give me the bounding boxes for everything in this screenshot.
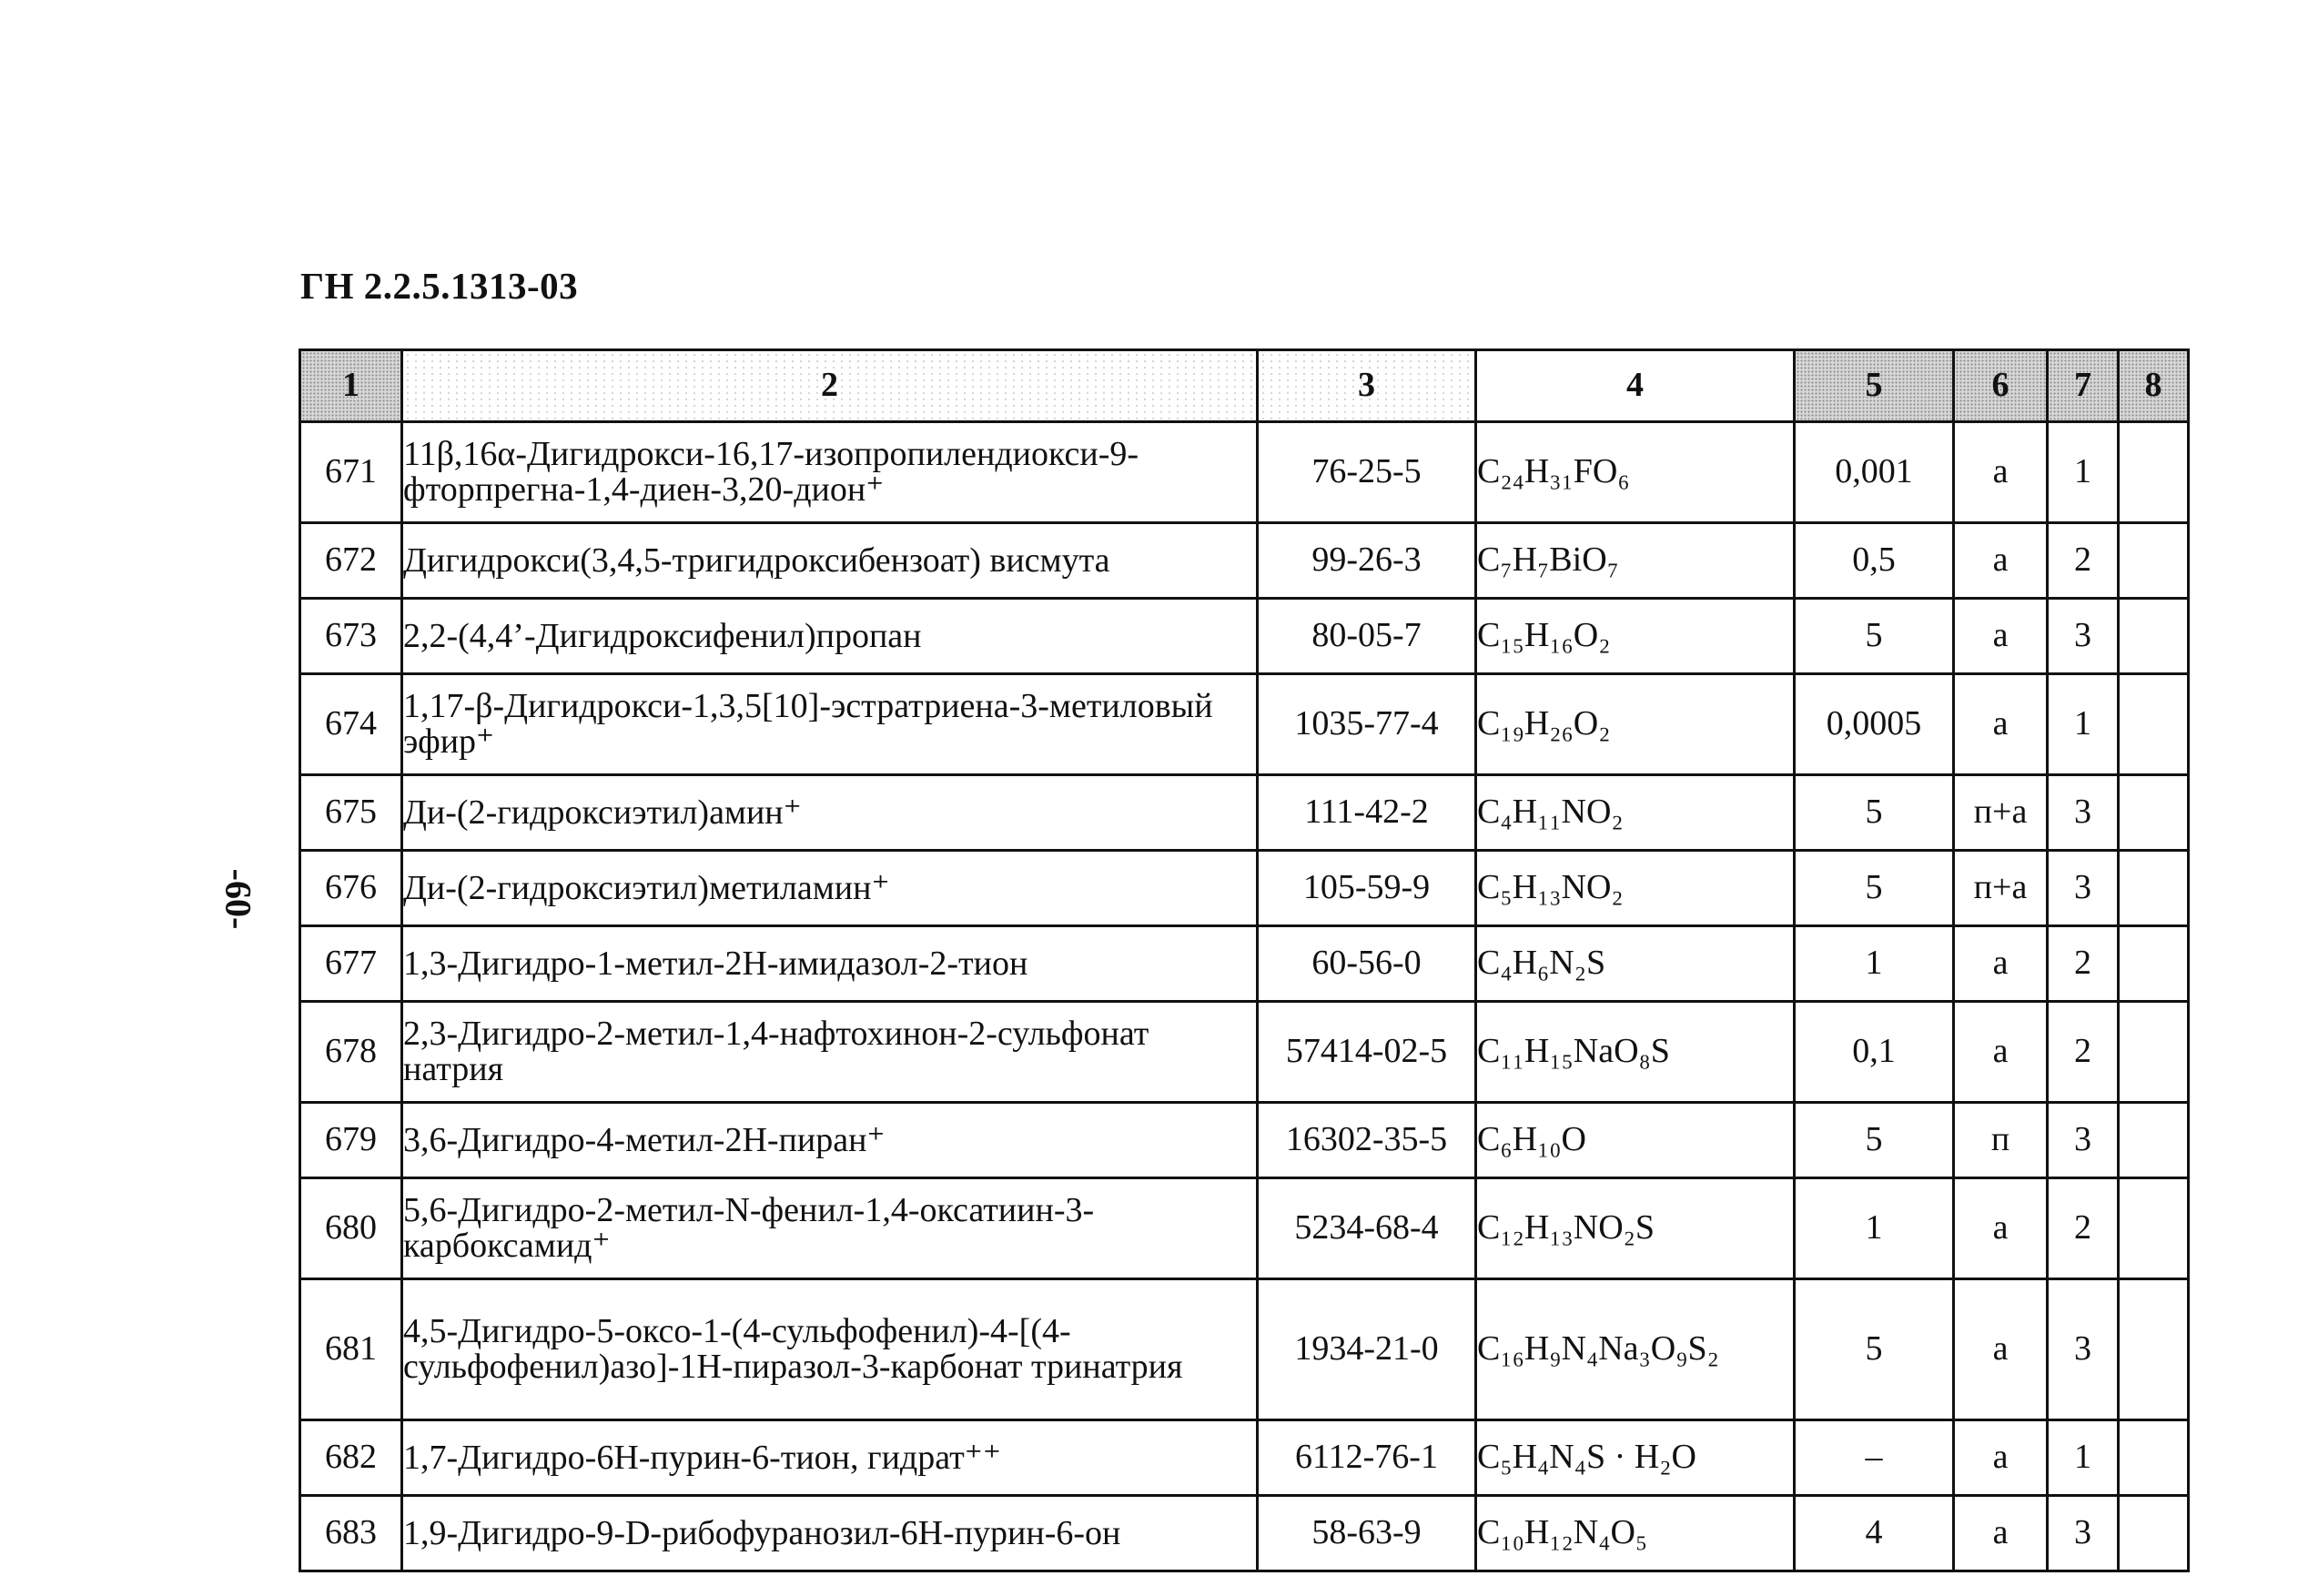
column-header-1: 1: [300, 350, 402, 422]
row-number: 680: [300, 1178, 402, 1279]
aggregate-state: а: [1954, 674, 2048, 775]
row-number: 673: [300, 599, 402, 674]
cas-number: 6112-76-1: [1258, 1420, 1476, 1496]
column-8-cell: [2119, 1178, 2189, 1279]
column-8-cell: [2119, 851, 2189, 926]
cas-number: 57414-02-5: [1258, 1002, 1476, 1103]
table-row: [300, 851, 2189, 926]
table-row: [300, 674, 2189, 775]
hazard-class: 3: [2048, 775, 2119, 851]
limit-value: 1: [1795, 926, 1954, 1002]
column-header-5: 5: [1795, 350, 1954, 422]
row-number: 682: [300, 1420, 402, 1496]
column-8-cell: [2119, 422, 2189, 523]
aggregate-state: а: [1954, 1178, 2048, 1279]
aggregate-state: а: [1954, 599, 2048, 674]
row-number: 681: [300, 1279, 402, 1420]
chemical-formula: C₁₀H₁₂N₄O₅: [1476, 1496, 1795, 1571]
limit-value: 1: [1795, 1178, 1954, 1279]
column-8-cell: [2119, 1420, 2189, 1496]
column-header-8: 8: [2119, 350, 2189, 422]
limit-value: 5: [1795, 851, 1954, 926]
column-8-cell: [2119, 674, 2189, 775]
row-number: 676: [300, 851, 402, 926]
hazard-class: 2: [2048, 1002, 2119, 1103]
chemical-formula: C₄H₁₁NO₂: [1476, 775, 1795, 851]
substance-name: 4,5-Дигидро-5-оксо-1-(4-сульфофенил)-4-[(4-сульфофенил)азо]-1H-пиразол-3-карбонат тринатрия: [402, 1279, 1258, 1420]
cas-number: 60-56-0: [1258, 926, 1476, 1002]
chemical-formula: C₁₉H₂₆O₂: [1476, 674, 1795, 775]
document-header: ГН 2.2.5.1313-03: [300, 265, 579, 307]
chemical-formula: C₅H₄N₄S · H₂O: [1476, 1420, 1795, 1496]
aggregate-state: а: [1954, 523, 2048, 599]
cas-number: 76-25-5: [1258, 422, 1476, 523]
table-row: [300, 1279, 2189, 1420]
table-row: [300, 422, 2189, 523]
column-header-6: 6: [1954, 350, 2048, 422]
limit-value: 0,5: [1795, 523, 1954, 599]
chemical-formula: C₄H₆N₂S: [1476, 926, 1795, 1002]
column-8-cell: [2119, 926, 2189, 1002]
chemical-formula: C₂₄H₃₁FO₆: [1476, 422, 1795, 523]
row-number: 672: [300, 523, 402, 599]
cas-number: 16302-35-5: [1258, 1103, 1476, 1178]
column-8-cell: [2119, 599, 2189, 674]
row-number: 671: [300, 422, 402, 523]
column-8-cell: [2119, 1496, 2189, 1571]
hazard-class: 3: [2048, 1279, 2119, 1420]
cas-number: 105-59-9: [1258, 851, 1476, 926]
column-8-cell: [2119, 523, 2189, 599]
row-number: 675: [300, 775, 402, 851]
limit-value: 0,1: [1795, 1002, 1954, 1103]
hazard-class: 3: [2048, 599, 2119, 674]
substance-name: Дигидрокси(3,4,5-тригидроксибензоат) висмута: [402, 523, 1258, 599]
cas-number: 58-63-9: [1258, 1496, 1476, 1571]
aggregate-state: а: [1954, 1420, 2048, 1496]
substance-name: 1,7-Дигидро-6H-пурин-6-тион, гидрат⁺⁺: [402, 1420, 1258, 1496]
chemical-formula: C₅H₁₃NO₂: [1476, 851, 1795, 926]
chemical-formula: C₇H₇BiO₇: [1476, 523, 1795, 599]
cas-number: 5234-68-4: [1258, 1178, 1476, 1279]
substance-name: Ди-(2-гидроксиэтил)метиламин⁺: [402, 851, 1258, 926]
hazard-class: 3: [2048, 1103, 2119, 1178]
chemical-formula: C₁₁H₁₅NaO₈S: [1476, 1002, 1795, 1103]
limit-value: 0,0005: [1795, 674, 1954, 775]
limit-value: –: [1795, 1420, 1954, 1496]
chemical-formula: C₆H₁₀O: [1476, 1103, 1795, 1178]
aggregate-state: п: [1954, 1103, 2048, 1178]
row-number: 679: [300, 1103, 402, 1178]
substance-name: 11β,16α-Дигидрокси-16,17-изопропилендиокси-9-фторпрегна-1,4-диен-3,20-дион⁺: [402, 422, 1258, 523]
page-number: -60-: [218, 868, 259, 930]
cas-number: 99-26-3: [1258, 523, 1476, 599]
hazard-class: 1: [2048, 1420, 2119, 1496]
substance-name: 5,6-Дигидро-2-метил-N-фенил-1,4-оксатиин-3-карбоксамид⁺: [402, 1178, 1258, 1279]
substances-table: [299, 348, 2190, 1572]
column-8-cell: [2119, 775, 2189, 851]
column-header-3: 3: [1258, 350, 1476, 422]
table-header-row: [300, 350, 2189, 422]
chemical-formula: C₁₆H₉N₄Na₃O₉S₂: [1476, 1279, 1795, 1420]
table-row: [300, 775, 2189, 851]
cas-number: 111-42-2: [1258, 775, 1476, 851]
hazard-class: 2: [2048, 1178, 2119, 1279]
row-number: 674: [300, 674, 402, 775]
limit-value: 5: [1795, 775, 1954, 851]
chemical-formula: C₁₂H₁₃NO₂S: [1476, 1178, 1795, 1279]
column-header-7: 7: [2048, 350, 2119, 422]
limit-value: 5: [1795, 1279, 1954, 1420]
aggregate-state: а: [1954, 1002, 2048, 1103]
aggregate-state: п+а: [1954, 851, 2048, 926]
hazard-class: 3: [2048, 1496, 2119, 1571]
limit-value: 5: [1795, 599, 1954, 674]
chemical-formula: C₁₅H₁₆O₂: [1476, 599, 1795, 674]
column-8-cell: [2119, 1103, 2189, 1178]
limit-value: 4: [1795, 1496, 1954, 1571]
hazard-class: 2: [2048, 523, 2119, 599]
row-number: 683: [300, 1496, 402, 1571]
row-number: 677: [300, 926, 402, 1002]
table-row: [300, 599, 2189, 674]
limit-value: 0,001: [1795, 422, 1954, 523]
substance-name: 2,3-Дигидро-2-метил-1,4-нафтохинон-2-сульфонат натрия: [402, 1002, 1258, 1103]
table-row: [300, 1496, 2189, 1571]
table-row: [300, 1420, 2189, 1496]
hazard-class: 2: [2048, 926, 2119, 1002]
aggregate-state: а: [1954, 1496, 2048, 1571]
cas-number: 80-05-7: [1258, 599, 1476, 674]
column-header-4: 4: [1476, 350, 1795, 422]
row-number: 678: [300, 1002, 402, 1103]
aggregate-state: а: [1954, 1279, 2048, 1420]
limit-value: 5: [1795, 1103, 1954, 1178]
table-row: [300, 926, 2189, 1002]
table-row: [300, 523, 2189, 599]
cas-number: 1035-77-4: [1258, 674, 1476, 775]
table-row: [300, 1103, 2189, 1178]
table-row: [300, 1002, 2189, 1103]
aggregate-state: п+а: [1954, 775, 2048, 851]
aggregate-state: а: [1954, 926, 2048, 1002]
substance-name: 3,6-Дигидро-4-метил-2H-пиран⁺: [402, 1103, 1258, 1178]
column-header-2: 2: [402, 350, 1258, 422]
hazard-class: 1: [2048, 422, 2119, 523]
cas-number: 1934-21-0: [1258, 1279, 1476, 1420]
hazard-class: 1: [2048, 674, 2119, 775]
substance-name: 1,3-Дигидро-1-метил-2H-имидазол-2-тион: [402, 926, 1258, 1002]
aggregate-state: а: [1954, 422, 2048, 523]
hazard-class: 3: [2048, 851, 2119, 926]
substance-name: 1,9-Дигидро-9-D-рибофуранозил-6H-пурин-6-он: [402, 1496, 1258, 1571]
substance-name: 2,2-(4,4’-Дигидроксифенил)пропан: [402, 599, 1258, 674]
substance-name: 1,17-β-Дигидрокси-1,3,5[10]-эстратриена-3-метиловый эфир⁺: [402, 674, 1258, 775]
table-row: [300, 1178, 2189, 1279]
column-8-cell: [2119, 1279, 2189, 1420]
column-8-cell: [2119, 1002, 2189, 1103]
substance-name: Ди-(2-гидроксиэтил)амин⁺: [402, 775, 1258, 851]
